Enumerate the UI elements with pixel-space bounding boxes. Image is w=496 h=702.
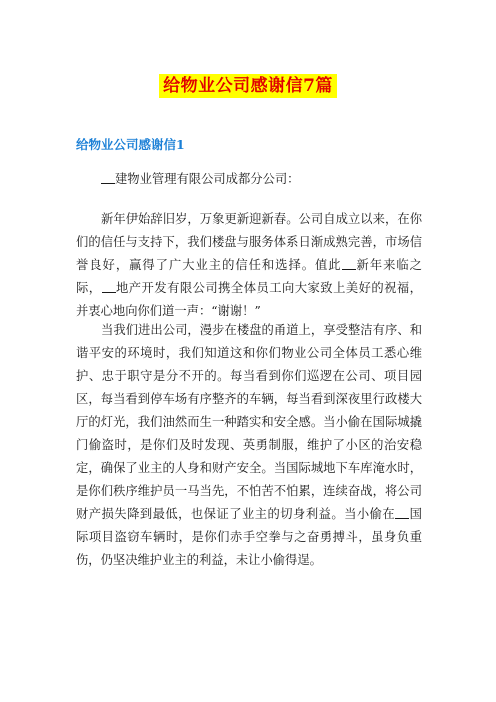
section-heading: 给物业公司感谢信1	[76, 137, 185, 152]
blank-underline	[101, 171, 115, 184]
para1-text-part2: 新年来临之际，	[76, 258, 422, 295]
blank-underline	[342, 257, 356, 270]
para2-text-part1: 当我们进出公司，漫步在楼盘的甬道上，享受整洁有序、和谐平安的环境时，我们知道这和你们物业公司全体员工悉心维护、忠于职守是分不开的。每当看到你们巡逻在公司、项目园区，每当看到停车场有序整齐的车辆，每当看到深夜里行政楼大厅的灯光，我们油然而生一种踏实和安全感。当小偷在国际城撬门偷盗时，是你们及时发现、英勇制服，维护了小区的治安稳定，确保了业主的人身和财产安全。当国际城地下车库淹水时，是你们秩序维护员一马当先，不怕苦不怕累，连续奋战，将公司财产损失降到最低，也保证了业主的切身利益。当小偷在	[76, 323, 422, 521]
salutation-text: 建物业管理有限公司成都分公司：	[115, 172, 300, 186]
blank-underline	[395, 506, 409, 519]
body-paragraph-1	[76, 208, 422, 323]
para2-text-part2: 国际项目盗窃车辆时，是你们赤手空拳与之奋勇搏斗，虽身负重伤，仍坚决维护业主的利益，未让小偷得逞。	[76, 507, 422, 567]
document-title: 给物业公司感谢信7篇	[159, 74, 337, 98]
blank-underline	[102, 280, 116, 293]
title-container	[0, 74, 496, 98]
para1-text-part1: 新年伊始辞旧岁，万象更新迎新春。公司自成立以来，在你们的信任与支持下，我们楼盘与服务体系日渐成熟完善，市场信誉良好，赢得了广大业主的信任和选择。值此	[76, 212, 422, 272]
body-paragraph-2	[76, 319, 422, 572]
salutation-paragraph	[76, 168, 422, 191]
para1-text-part3: 地产开发有限公司携全体员工向大家致上美好的祝福，并衷心地向你们道一声：“谢谢！”	[76, 281, 422, 318]
